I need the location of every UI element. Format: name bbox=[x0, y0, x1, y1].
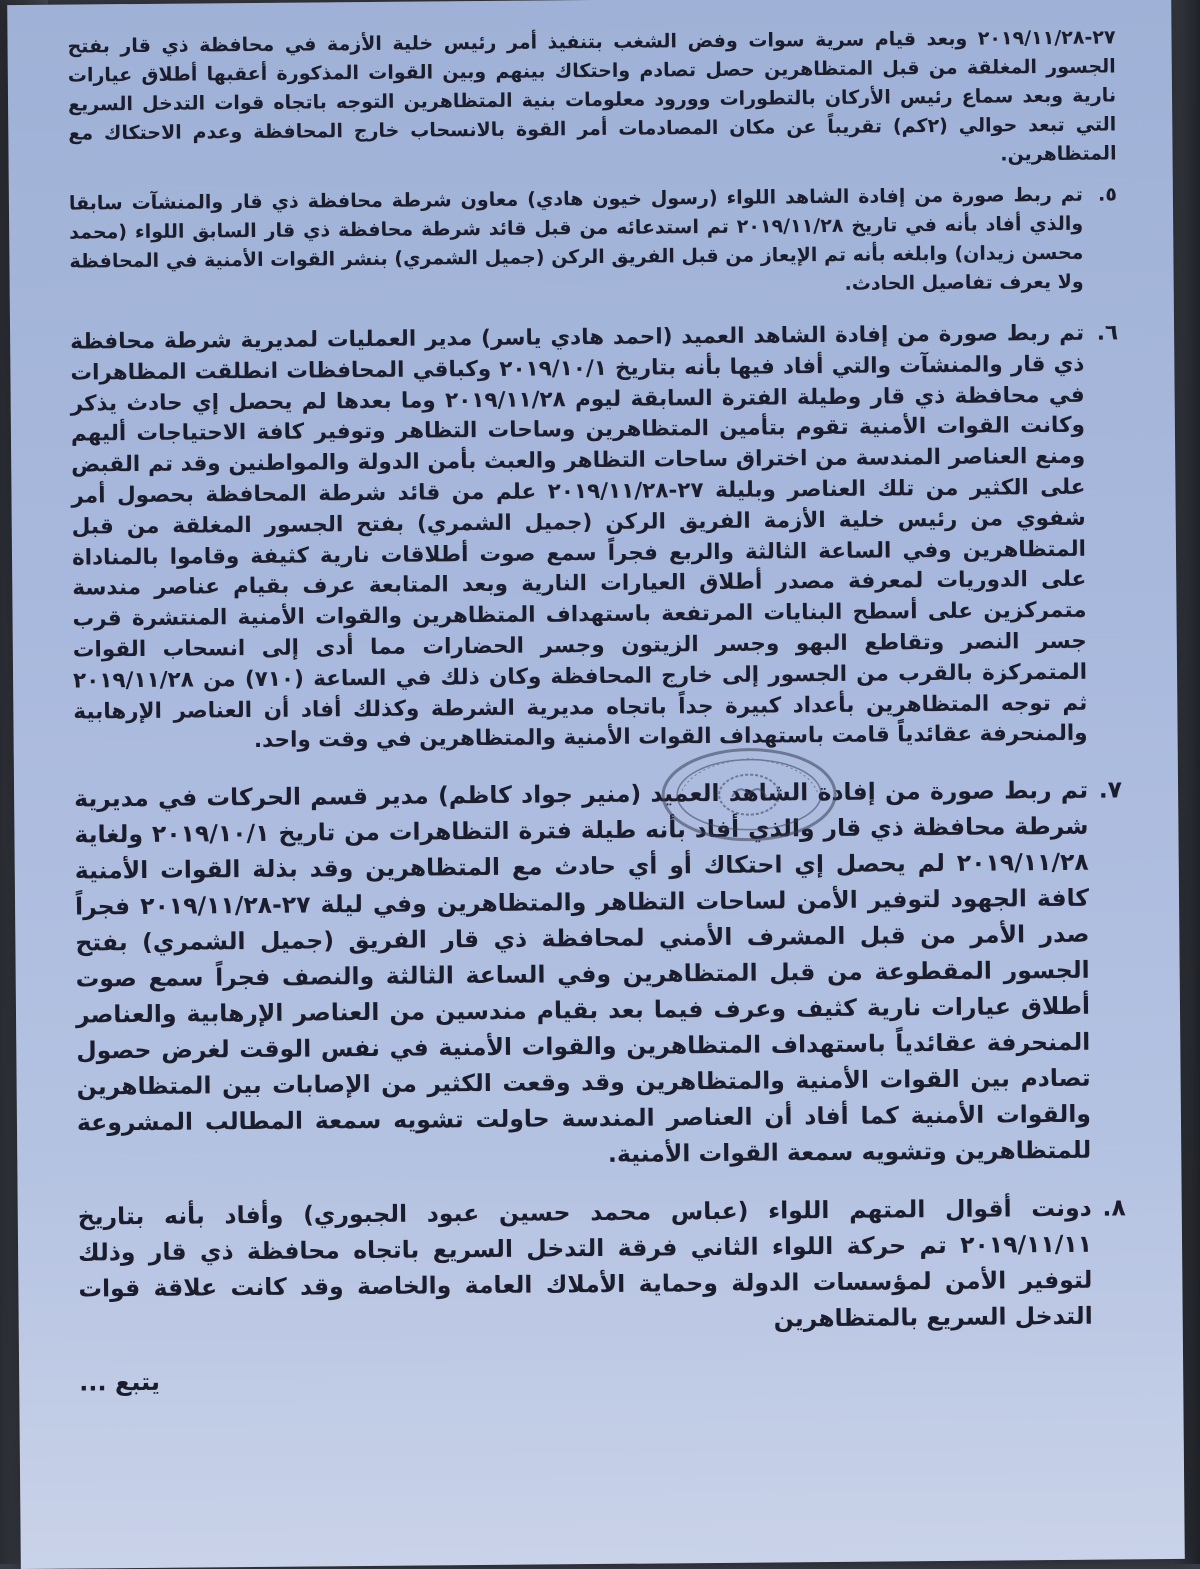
item-number: ٥. bbox=[1097, 183, 1117, 206]
continued-label: يتبع ... bbox=[79, 1367, 161, 1397]
list-item-7 bbox=[74, 772, 1125, 1177]
intro-paragraph: ٢٧-٢٠١٩/١١/٢٨ وبعد قيام سرية سوات وفض الشغب بتنفيذ أمر رئيس خلية الأزمة في محافظة ذي قار بفتح الجسور المغلقة من قبل المتظاهرين حصل تصادم واحتكاك بينهم وبين القوات المذكورة أعقبها أطلاق عيارات نارية وبعد سماع رئيس الأركان بالتطورات وورود معلومات بنية المتظاهرين التوجه باتجاه قوات التدخل السريع التي تبعد حوالي (٢كم) تقريباً عن مكان المصادمات أمر القوة بالانسحاب خارج المحافظة وعدم الاحتكاك مع المتظاهرين. bbox=[67, 26, 1117, 166]
item-text: دونت أقوال المتهم اللواء (عباس محمد حسين عبود الجبوري) وأفاد بأنه بتاريخ ٢٠١٩/١١/١١ تم حركة اللواء الثاني فرقة التدخل السريع باتجاه محافظة ذي قار وذلك لتوفير الأمن لمؤسسات الدولة وحماية الأملاك العامة والخاصة وقد كانت علاقة قوات التدخل السريع بالمتظاهرين bbox=[77, 1193, 1093, 1333]
document-page bbox=[7, 0, 1185, 1569]
item-number: ٦. bbox=[1096, 320, 1119, 346]
item-text: تم ربط صورة من إفادة الشاهد العميد (منير جواد كاظم) مدير قسم الحركات في مديرية شرطة محافظة ذي قار والذي أفاد بأنه طيلة فترة التظاهرات من تاريخ ٢٠١٩/١٠/١ ولغاية ٢٠١٩/١١/٢٨ لم يحصل إي احتكاك أو أي حادث مع المتظاهرين وقد بذلة القوات الأمنية كافة الجهود لتوفير الأمن لساحات التظاهر والمتظاهرين وفي ليلة ٢٧-٢٠١٩/١١/٢٨ فجراً صدر الأمر من قبل المشرف الأمني لمحافظة ذي قار الفريق (جميل الشمري) بفتح الجسور المقطوعة من قبل المتظاهرين وفي الساعة الثالثة والنصف فجراً سمع صوت أطلاق عيارات نارية كثيف وعرف فيما بعد بقيام مندسين من العناصر الإرهابية والعناصر المنحرفة عقائدياً باستهداف المتظاهرين والقوات الأمنية في نفس الوقت لغرض حصول تصادم بين القوات الأمنية والمتظاهرين وقد وقعت الكثير من الإصابات بين المتظاهرين والقوات الأمنية كما أفاد أن العناصر المندسة حاولت تشويه سمعة المطالب المشروعة للمتظاهرين وتشويه سمعة القوات الأمنية. bbox=[74, 775, 1092, 1169]
list-item-6 bbox=[70, 318, 1122, 758]
list-item-5 bbox=[69, 180, 1118, 305]
item-text: تم ربط صورة من إفادة الشاهد العميد (احمد هادي ياسر) مدير العمليات لمديرية شرطة محافظة ذي قار والمنشآت والتي أفاد فيها بأنه بتاريخ ٢٠١٩/١٠/١ وكباقي المحافظات انطلقت المظاهرات في محافظة ذي قار وطيلة الفترة السابقة ليوم ٢٠١٩/١١/٢٨ وما بعدها لم يحصل إي حادث يذكر وكانت القوات الأمنية تقوم بتأمين المتظاهرين وساحات التظاهر وتوفير كافة الاحتياجات أليهم ومنع العناصر المندسة من اختراق ساحات التظاهر والعبث بأمن الدولة والمواطنين وقد تم القبض على الكثير من تلك العناصر وبليلة ٢٧-٢٠١٩/١١/٢٨ علم من قائد شرطة المحافظة بحصول أمر شفوي من رئيس خلية الأزمة الفريق الركن (جميل الشمري) بفتح الجسور المغلقة من قبل المتظاهرين وفي الساعة الثالثة والربع فجراً سمع صوت أطلاقات نارية كثيفة وقاموا بالمناداة على الدوريات لمعرفة مصدر أطلاق العيارات النارية وبعد المتابعة عرف بقيام عناصر مندسة متمركزين على أسطح البنايات المرتفعة باستهداف المتظاهرين والقوات الأمنية المنتشرة قرب جسر النصر وتقاطع البهو وجسر الزيتون وجسر الحضارات مما أدى إلى انسحاب القوات المتمركزة بالقرب من الجسور إلى خارج المحافظة وكان ذلك في الساعة (٧١٠) من ٢٠١٩/١١/٢٨ ثم توجه المتظاهرين بأعداد كبيرة جداً باتجاه مديرية الشرطة وكذلك أفاد أن العناصر الإرهابية والمنحرفة عقائدياً قامت باستهداف القوات الأمنية والمتظاهرين في وقت واحد. bbox=[70, 320, 1088, 754]
official-stamp bbox=[660, 746, 839, 844]
item-text: تم ربط صورة من إفادة الشاهد اللواء (رسول خيون هادي) معاون شرطة محافظة ذي قار والمنشآت سابقا والذي أفاد بأنه في تاريخ ٢٠١٩/١١/٢٨ تم استدعائه من قبل قائد شرطة محافظة ذي قار السابق اللواء (محمد محسن زيدان) وابلغه بأنه تم الإيعاز من قبل الفريق الركن (جميل الشمري) بنشر القوات الأمنية في المحافظة ولا يعرف تفاصيل الحادث. bbox=[68, 183, 1084, 295]
document-body bbox=[67, 23, 1127, 1396]
item-number: ٧. bbox=[1098, 775, 1123, 804]
list-item-8 bbox=[78, 1190, 1127, 1343]
item-number: ٨. bbox=[1102, 1193, 1126, 1222]
